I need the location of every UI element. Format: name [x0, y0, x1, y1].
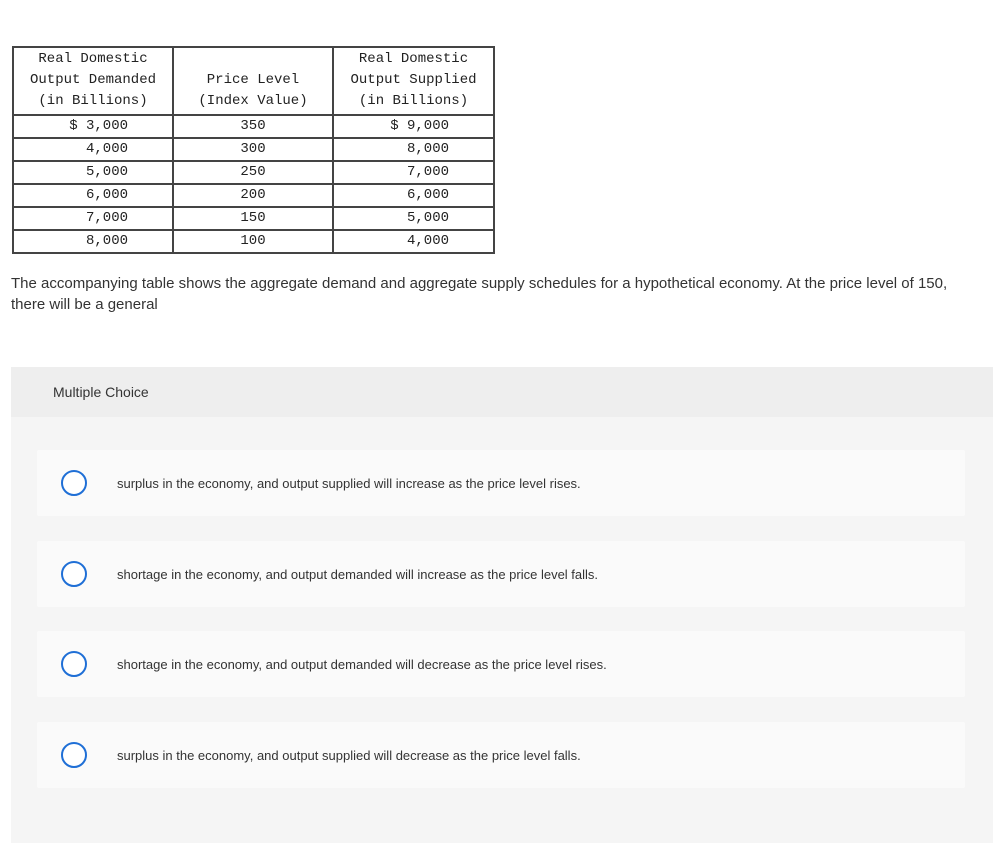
table-header-row — [13, 47, 494, 115]
table-row — [13, 184, 494, 207]
cell-price-level: 300 — [173, 138, 333, 161]
choice-option-2[interactable] — [37, 541, 965, 607]
cell-output-demanded: 7,000 — [13, 207, 173, 230]
radio-button-icon[interactable] — [61, 651, 87, 677]
table-row — [13, 161, 494, 184]
cell-output-supplied: $ 9,000 — [333, 115, 494, 138]
choice-label: shortage in the economy, and output demanded will increase as the price level falls. — [117, 566, 599, 582]
cell-price-level: 350 — [173, 115, 333, 138]
multiple-choice-label: Multiple Choice — [11, 367, 993, 417]
header-line: Output Demanded — [29, 72, 157, 88]
cell-output-supplied: 5,000 — [333, 207, 494, 230]
table-row — [13, 230, 494, 253]
schedule-table — [12, 46, 495, 254]
header-line: (Index Value) — [198, 93, 308, 109]
cell-output-demanded: 6,000 — [13, 184, 173, 207]
radio-button-icon[interactable] — [61, 742, 87, 768]
radio-button-icon[interactable] — [61, 561, 87, 587]
choice-option-1[interactable] — [37, 450, 965, 516]
cell-output-demanded: $ 3,000 — [13, 115, 173, 138]
cell-price-level: 150 — [173, 207, 333, 230]
header-line: Output Supplied — [350, 72, 477, 88]
cell-price-level: 100 — [173, 230, 333, 253]
cell-output-supplied: 7,000 — [333, 161, 494, 184]
table-row — [13, 115, 494, 138]
choice-label: shortage in the economy, and output demanded will decrease as the price level rises. — [117, 656, 607, 672]
question-text: The accompanying table shows the aggregate demand and aggregate supply schedules for a hypothetical economy. At the price level of 150, there will be a general — [11, 275, 948, 313]
cell-output-supplied: 8,000 — [333, 138, 494, 161]
cell-output-supplied: 4,000 — [333, 230, 494, 253]
header-line: (in Billions) — [38, 93, 148, 109]
table-row — [13, 207, 494, 230]
cell-output-supplied: 6,000 — [333, 184, 494, 207]
cell-output-demanded: 5,000 — [13, 161, 173, 184]
cell-output-demanded: 8,000 — [13, 230, 173, 253]
header-output-demanded — [13, 47, 173, 115]
header-line: Real Domestic — [358, 51, 469, 67]
table-row — [13, 138, 494, 161]
header-line: Real Domestic — [38, 51, 148, 67]
choice-option-3[interactable] — [37, 631, 965, 697]
cell-output-demanded: 4,000 — [13, 138, 173, 161]
header-price-level — [173, 47, 333, 115]
choice-option-4[interactable] — [37, 722, 965, 788]
choice-label: surplus in the economy, and output supplied will increase as the price level rises. — [117, 475, 581, 491]
cell-price-level: 200 — [173, 184, 333, 207]
header-output-supplied — [333, 47, 494, 115]
cell-price-level: 250 — [173, 161, 333, 184]
header-line: Price Level — [206, 72, 300, 88]
multiple-choice-panel — [11, 367, 993, 843]
radio-button-icon[interactable] — [61, 470, 87, 496]
header-line: (in Billions) — [358, 93, 469, 109]
choice-label: surplus in the economy, and output supplied will decrease as the price level falls. — [117, 747, 581, 763]
